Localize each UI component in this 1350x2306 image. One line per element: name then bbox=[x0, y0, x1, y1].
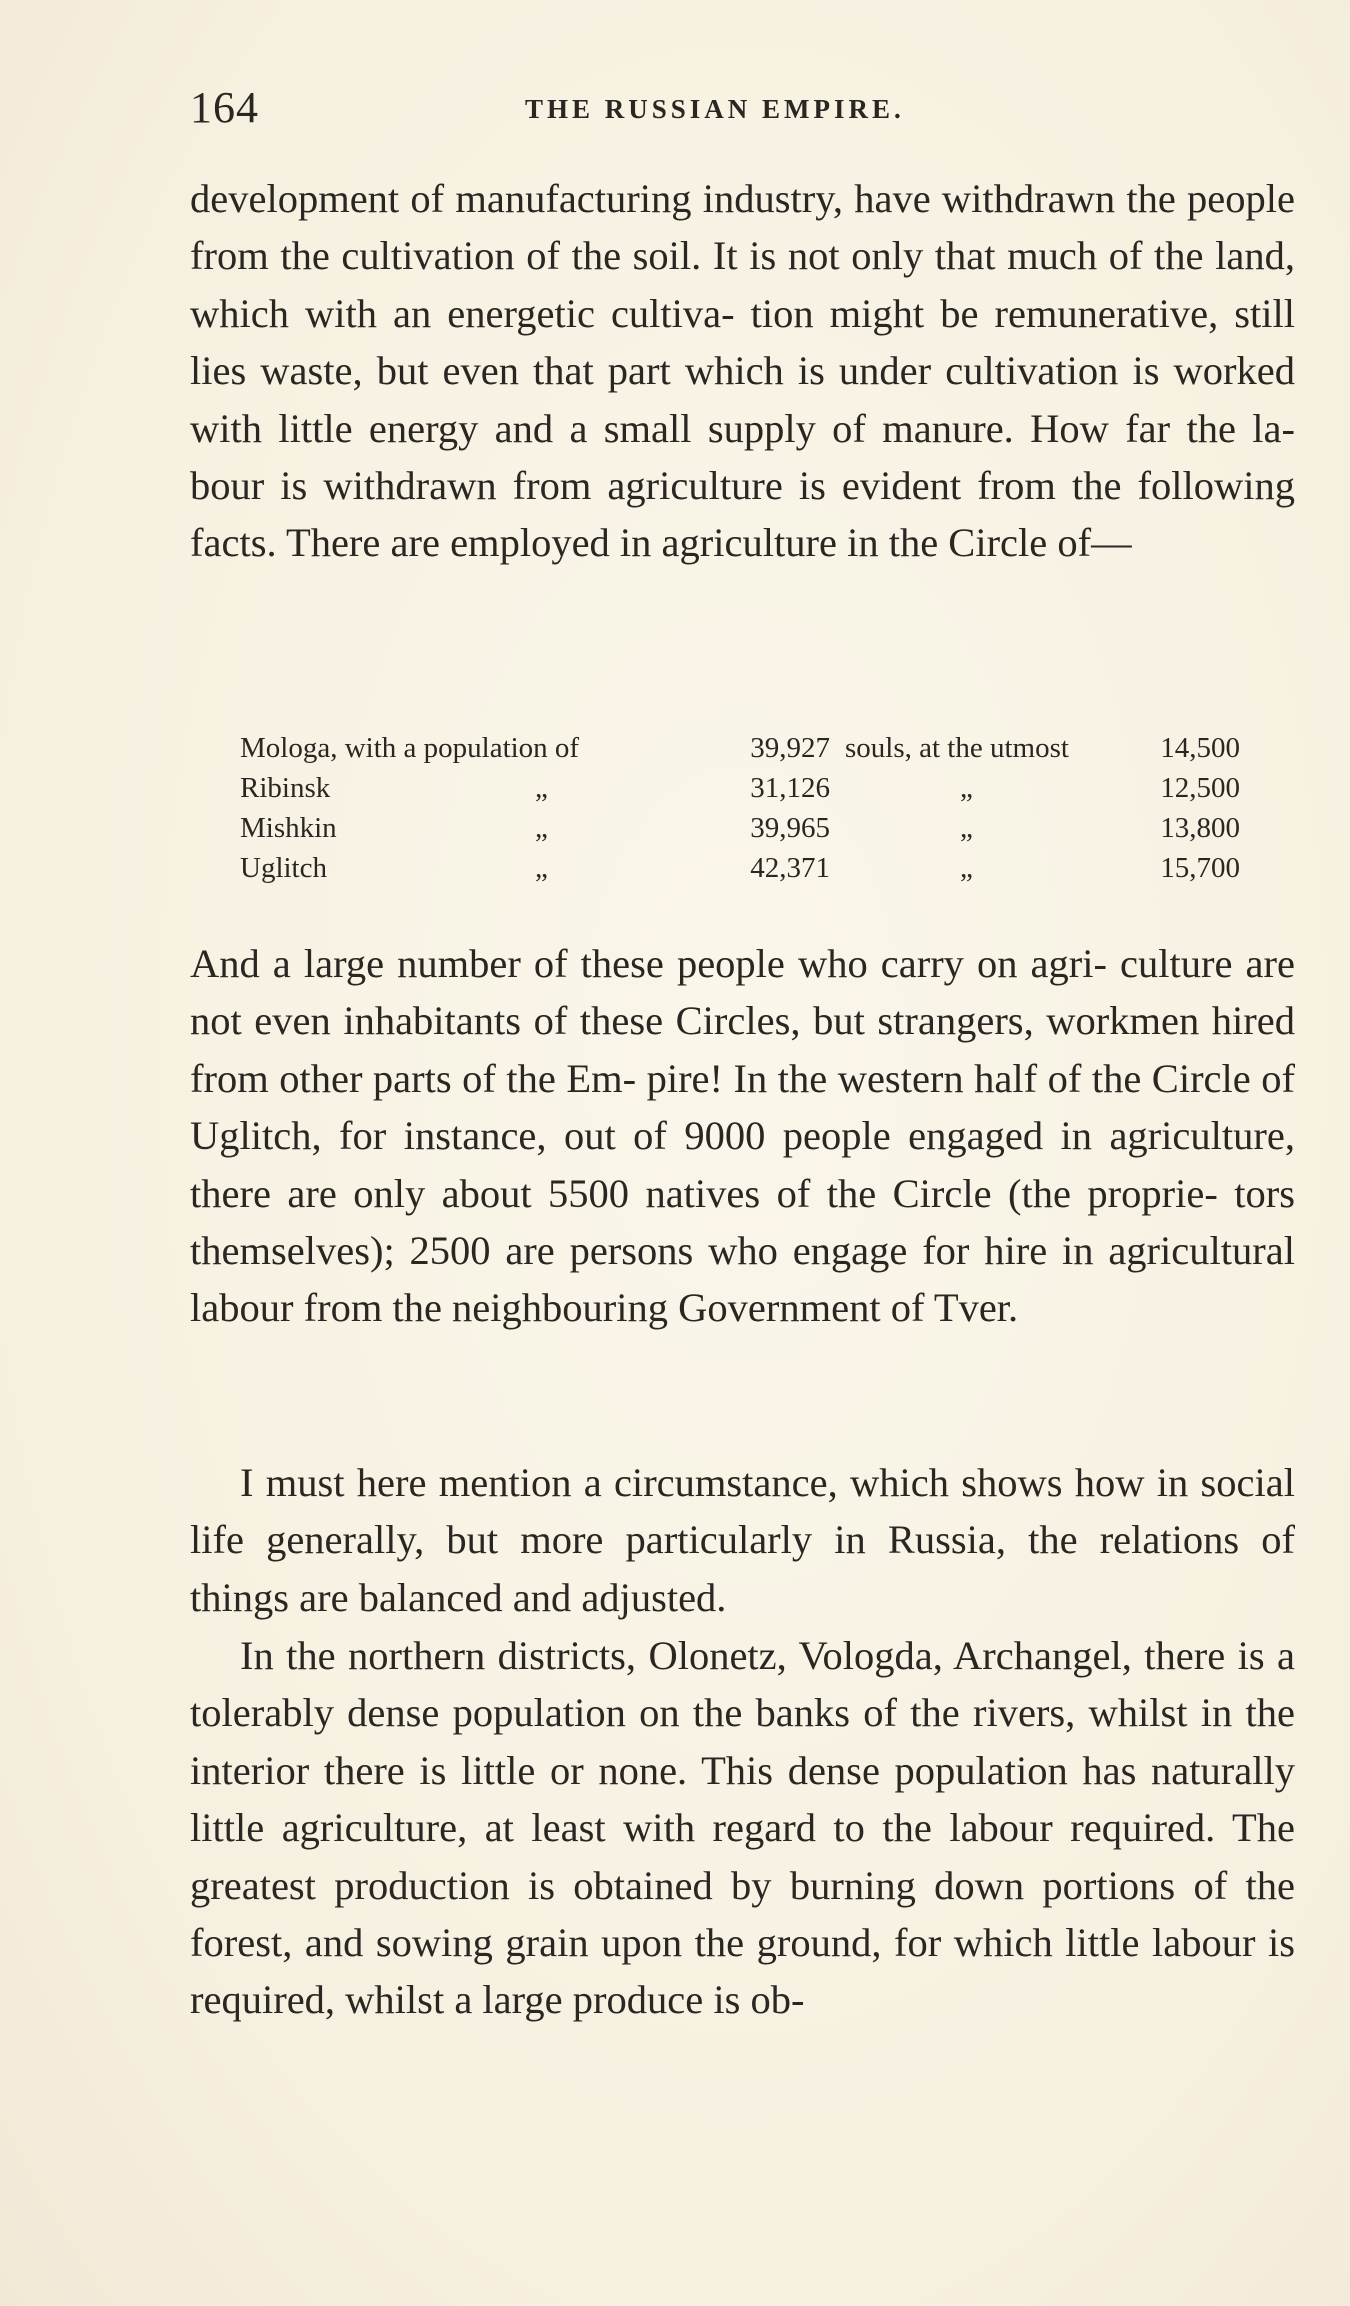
table-cell-circle: Uglitch bbox=[240, 852, 327, 884]
table-cell-population: 42,371 bbox=[750, 852, 830, 884]
running-head: THE RUSSIAN EMPIRE. bbox=[525, 94, 905, 124]
table-row bbox=[240, 808, 1240, 848]
paragraph-1: development of manufacturing industry, have withdrawn the people from the cultivation of the soil. It is not only that much of the land, which with an energetic cultiva- tion might be remunerative, still lies waste, but even that part which is under cultivation is worked with little energy and a small supply of manure. How far the la- bour is withdrawn from agriculture is evident from the following facts. There are employed in agriculture in the Circle of— bbox=[190, 176, 1295, 566]
page-header bbox=[190, 82, 1295, 132]
table-cell-population: 39,965 bbox=[750, 812, 830, 844]
ditto-mark: „ bbox=[960, 772, 973, 804]
ditto-mark: „ bbox=[960, 812, 973, 844]
table-row bbox=[240, 848, 1240, 888]
agriculture-table bbox=[240, 728, 1240, 888]
paragraph-2: And a large number of these people who carry on agri- culture are not even inhabitants of these Circles, but strangers, workmen hired from other parts of the Em- pire! In the western half of the Circle of Uglitch, for instance, out of 9000 people engaged in agriculture, there are only about 5500 natives of the Circle (the proprie- tors themselves); 2500 are persons who engage for hire in agricultural labour from the neighbouring Government of Tver. bbox=[190, 941, 1295, 1331]
table-cell-employed: 12,500 bbox=[1160, 772, 1240, 804]
table-row bbox=[240, 768, 1240, 808]
table-cell-circle: Ribinsk bbox=[240, 772, 331, 804]
table-row-lead: Mologa, with a population of bbox=[240, 732, 580, 764]
ditto-mark: „ bbox=[535, 852, 548, 884]
table-row-tail: souls, at the utmost bbox=[845, 732, 1069, 764]
paragraph-4: In the northern districts, Olonetz, Vologda, Archangel, there is a tolerably dense population on the banks of the rivers, whilst in the interior there is little or none. This dense population has naturally little agriculture, at least with regard to the labour required. The greatest production is obtained by burning down portions of the forest, and sowing grain upon the ground, for which little labour is required, whilst a large produce is ob- bbox=[190, 1633, 1295, 2023]
table-cell-population: 31,126 bbox=[750, 772, 830, 804]
table-cell-population: 39,927 bbox=[750, 732, 830, 764]
ditto-mark: „ bbox=[960, 852, 973, 884]
table-cell-employed: 14,500 bbox=[1160, 732, 1240, 764]
table-row bbox=[240, 728, 1240, 768]
table-cell-circle: Mishkin bbox=[240, 812, 337, 844]
paragraph-3: I must here mention a circumstance, which shows how in social life generally, but more particularly in Russia, the relations of things are balanced and adjusted. bbox=[190, 1460, 1295, 1620]
ditto-mark: „ bbox=[535, 772, 548, 804]
table-cell-employed: 13,800 bbox=[1160, 812, 1240, 844]
page-number: 164 bbox=[190, 83, 259, 132]
table-cell-employed: 15,700 bbox=[1160, 852, 1240, 884]
ditto-mark: „ bbox=[535, 812, 548, 844]
